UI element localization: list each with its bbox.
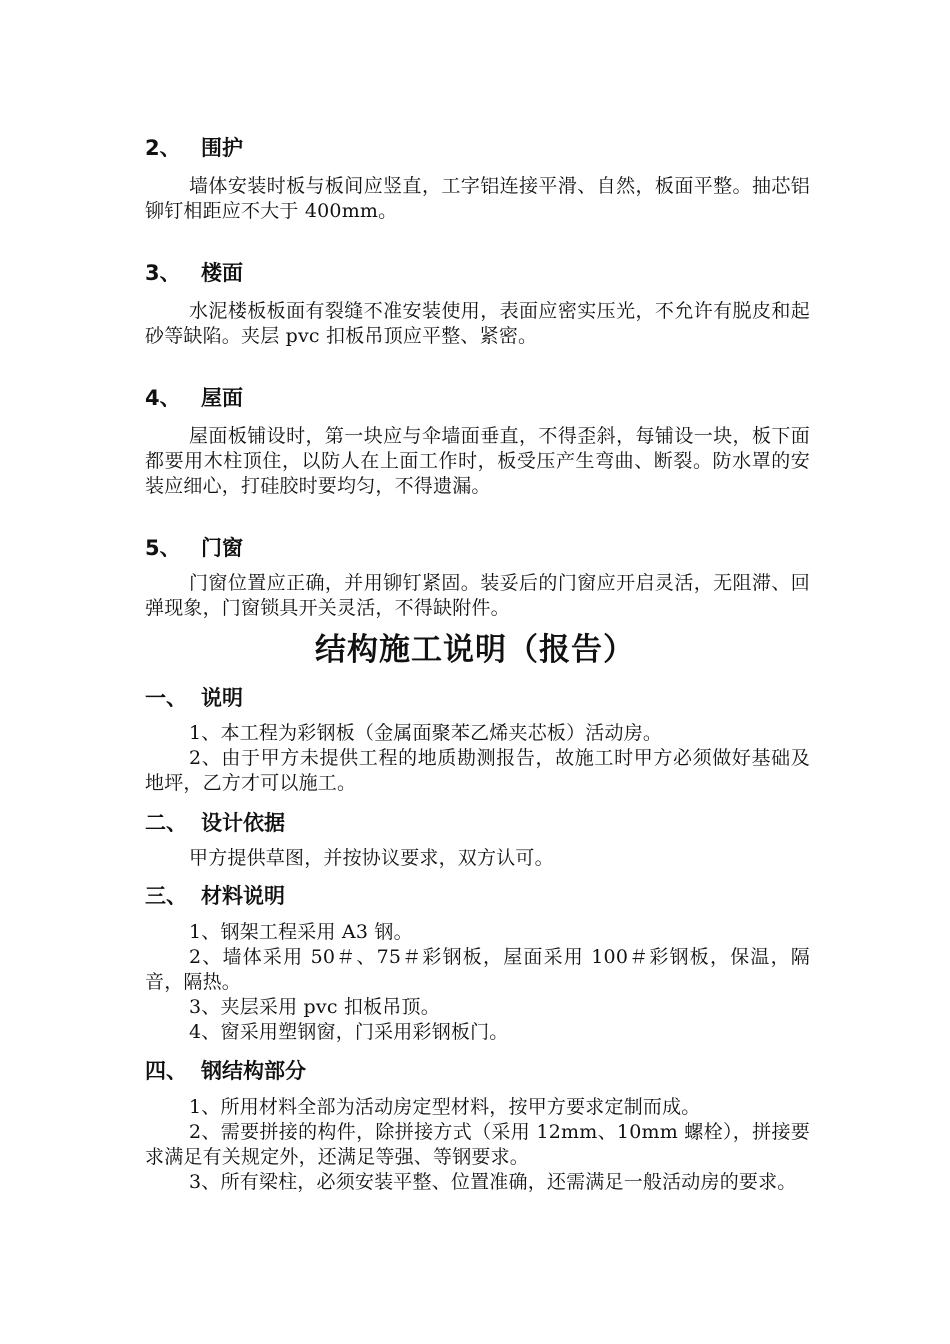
section-title: 钢结构部分 bbox=[201, 1059, 306, 1083]
section-number: 一、 bbox=[145, 686, 187, 710]
section-body-materials bbox=[145, 920, 810, 1045]
paragraph: 甲方提供草图，并按协议要求，双方认可。 bbox=[189, 847, 554, 869]
section-title: 门窗 bbox=[201, 536, 243, 560]
section-heading-steel-structure bbox=[145, 1057, 810, 1085]
paragraph: 3、所有梁柱，必须安装平整、位置准确，还需满足一般活动房的要求。 bbox=[189, 1171, 797, 1193]
section-heading-materials bbox=[145, 882, 810, 910]
section-number: 四、 bbox=[145, 1059, 187, 1083]
paragraph: 1、本工程为彩钢板（金属面聚苯乙烯夹芯板）活动房。 bbox=[189, 722, 663, 744]
section-body-roof bbox=[145, 424, 810, 499]
section-title: 围护 bbox=[201, 136, 243, 160]
section-body-design-basis bbox=[145, 846, 810, 871]
section-title: 屋面 bbox=[201, 386, 243, 410]
paragraph: 墙体安装时板与板间应竖直，工字铝连接平滑、自然，板面平整。抽芯铝铆钉相距应不大于 400mm。 bbox=[145, 175, 810, 222]
section-number: 4、 bbox=[145, 386, 181, 410]
paragraph: 门窗位置应正确，并用铆钉紧固。装妥后的门窗应开启灵活，无阻滞、回弹现象，门窗锁具开关灵活，不得缺附件。 bbox=[145, 572, 810, 619]
paragraph: 2、由于甲方未提供工程的地质勘测报告，故施工时甲方必须做好基础及地坪，乙方才可以施工。 bbox=[145, 747, 810, 794]
section-title: 材料说明 bbox=[201, 884, 285, 908]
paragraph: 2、需要拼接的构件，除拼接方式（采用 12mm、10mm 螺栓），拼接要求满足有关规定外，还满足等强、等钢要求。 bbox=[145, 1121, 810, 1168]
section-heading-design-basis bbox=[145, 809, 810, 837]
paragraph: 4、窗采用塑钢窗，门采用彩钢板门。 bbox=[189, 1021, 509, 1043]
paragraph: 1、钢架工程采用 A3 钢。 bbox=[189, 921, 413, 943]
section-heading-description bbox=[145, 684, 810, 712]
section-number: 三、 bbox=[145, 884, 187, 908]
section-title: 楼面 bbox=[201, 261, 243, 285]
paragraph: 1、所用材料全部为活动房定型材料，按甲方要求定制而成。 bbox=[189, 1096, 701, 1118]
section-body-floor bbox=[145, 299, 810, 349]
paragraph: 2、墙体采用 50＃、75＃彩钢板，屋面采用 100＃彩钢板，保温，隔音，隔热。 bbox=[145, 946, 810, 993]
section-title: 说明 bbox=[201, 686, 243, 710]
paragraph: 水泥楼板板面有裂缝不准安装使用，表面应密实压光，不允许有脱皮和起砂等缺陷。夹层 pvc 扣板吊顶应平整、紧密。 bbox=[145, 300, 810, 347]
section-number: 2、 bbox=[145, 136, 181, 160]
section-body-enclosure bbox=[145, 174, 810, 224]
paragraph: 3、夹层采用 pvc 扣板吊顶。 bbox=[189, 996, 440, 1018]
section-heading-roof bbox=[145, 384, 810, 412]
section-body-doors-windows bbox=[145, 571, 810, 621]
section-body-description bbox=[145, 721, 810, 796]
section-heading-enclosure bbox=[145, 134, 810, 162]
document-title: 结构施工说明（报告） bbox=[315, 632, 635, 668]
section-heading-floor bbox=[145, 259, 810, 287]
section-number: 二、 bbox=[145, 811, 187, 835]
section-body-steel-structure bbox=[145, 1095, 810, 1195]
section-number: 5、 bbox=[145, 536, 181, 560]
section-number: 3、 bbox=[145, 261, 181, 285]
section-heading-doors-windows bbox=[145, 534, 810, 562]
paragraph: 屋面板铺设时，第一块应与伞墙面垂直，不得歪斜，每铺设一块，板下面都要用木柱顶住，以防人在上面工作时，板受压产生弯曲、断裂。防水罩的安装应细心，打硅胶时要均匀，不得遗漏。 bbox=[145, 425, 810, 497]
section-title: 设计依据 bbox=[201, 811, 285, 835]
